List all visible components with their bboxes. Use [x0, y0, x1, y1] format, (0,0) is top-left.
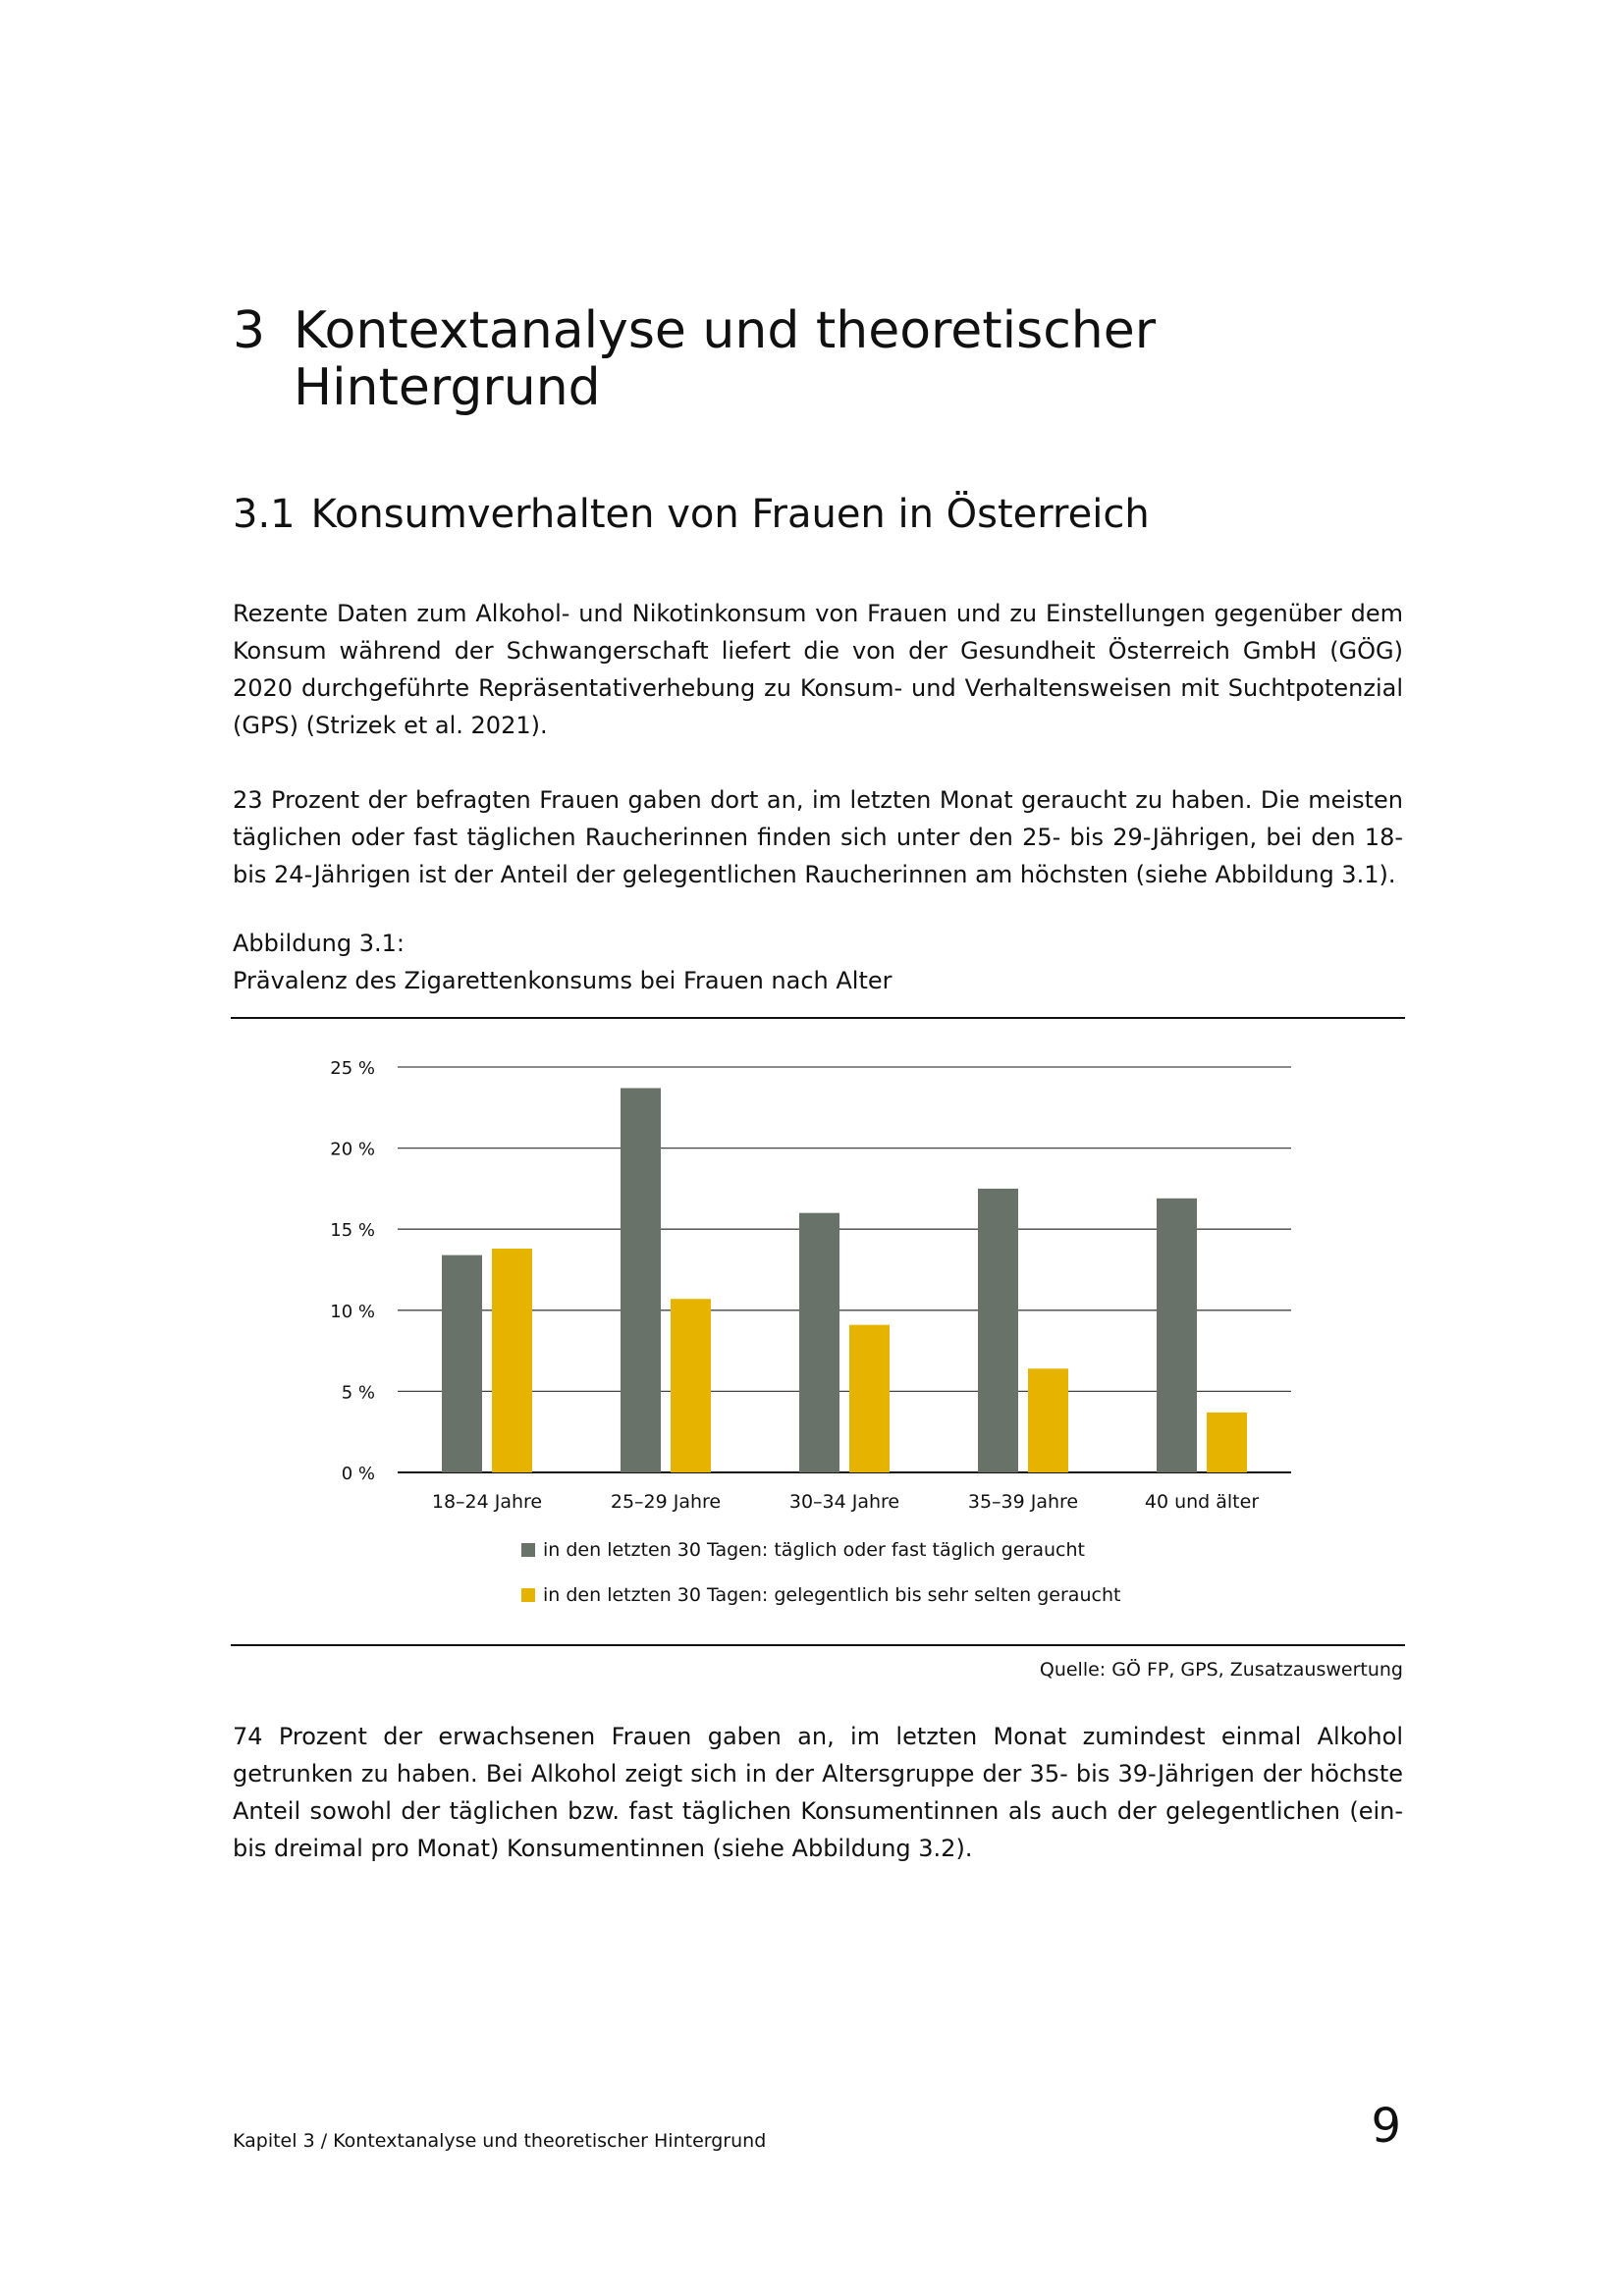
figure-source: Quelle: GÖ FP, GPS, Zusatzauswertung: [1039, 1659, 1403, 1681]
bar: [1157, 1199, 1197, 1472]
paragraph-intro: Rezente Daten zum Alkohol- und Nikotinkonsum von Frauen und zu Einstellungen gegenüber dem Konsum während der Schwangerschaft liefert die von der Gesundheit Österreich GmbH (GÖG) 2020 durchgeführte Repräsentativerhebung zu Konsum- und Verhaltensweisen mit Suchtpotenzial (GPS) (Strizek et al. 2021).: [233, 600, 1403, 739]
bar: [978, 1189, 1018, 1472]
section-title-text: Konsumverhalten von Frauen in Österreich: [310, 492, 1150, 537]
x-tick-label: 40 und älter: [1144, 1491, 1260, 1513]
legend-label: in den letzten 30 Tagen: gelegentlich bis sehr selten geraucht: [543, 1584, 1121, 1606]
figure-label: Abbildung 3.1:: [233, 930, 405, 957]
y-tick-label: 20 %: [330, 1139, 375, 1160]
chapter-title-line-1: Kontextanalyse und theoretischer: [294, 301, 1157, 360]
y-tick-label: 25 %: [330, 1058, 375, 1079]
figure-top-rule: [231, 1017, 1405, 1019]
section-title: [233, 491, 1411, 538]
x-tick-label: 35–39 Jahre: [967, 1491, 1079, 1513]
legend-swatch: [521, 1588, 535, 1602]
bar: [671, 1299, 711, 1472]
footer-chapter-label: Kapitel 3 / Kontextanalyse und theoretischer Hintergrund: [233, 2130, 767, 2152]
chapter-number: 3: [233, 301, 266, 360]
x-tick-label: 30–34 Jahre: [788, 1491, 900, 1513]
y-tick-label: 5 %: [341, 1382, 375, 1404]
bar: [442, 1255, 482, 1472]
figure-bottom-rule: [231, 1644, 1405, 1646]
bar: [492, 1249, 532, 1472]
smoking-prevalence-chart: [231, 1021, 1405, 1639]
chapter-title-line-2: Hintergrund: [294, 358, 601, 417]
legend-swatch: [521, 1543, 535, 1557]
page-number: 9: [1371, 2099, 1401, 2154]
legend-label: in den letzten 30 Tagen: täglich oder fast täglich geraucht: [543, 1539, 1085, 1561]
bar: [1207, 1413, 1247, 1472]
figure-title: Prävalenz des Zigarettenkonsums bei Frauen nach Alter: [233, 967, 893, 994]
x-tick-label: 25–29 Jahre: [610, 1491, 722, 1513]
y-tick-label: 10 %: [330, 1301, 375, 1322]
y-tick-label: 15 %: [330, 1220, 375, 1242]
bar: [799, 1213, 839, 1472]
bar: [621, 1088, 661, 1472]
bar: [849, 1325, 890, 1472]
bar: [1028, 1368, 1068, 1472]
figure-caption: [233, 925, 1403, 999]
chapter-title: [233, 302, 1411, 416]
y-tick-label: 0 %: [341, 1464, 375, 1484]
paragraph-alcohol: 74 Prozent der erwachsenen Frauen gaben an, im letzten Monat zumindest einmal Alkohol getrunken zu haben. Bei Alkohol zeigt sich in der Altersgruppe der 35- bis 39-Jährigen der höchste Anteil sowohl der täglichen bzw. fast täglichen Konsumentinnen als auch der gelegentlichen (ein- bis dreimal pro Monat) Konsumentinnen (siehe Abbildung 3.2).: [233, 1723, 1403, 1862]
section-number: 3.1: [233, 492, 296, 537]
x-tick-label: 18–24 Jahre: [431, 1491, 543, 1513]
paragraph-smoking: 23 Prozent der befragten Frauen gaben dort an, im letzten Monat geraucht zu haben. Die meisten täglichen oder fast täglichen Raucherinnen finden sich unter den 25- bis 29-Jährigen, bei den 18- bis 24-Jährigen ist der Anteil der gelegentlichen Raucherinnen am höchsten (siehe Abbildung 3.1).: [233, 786, 1403, 888]
